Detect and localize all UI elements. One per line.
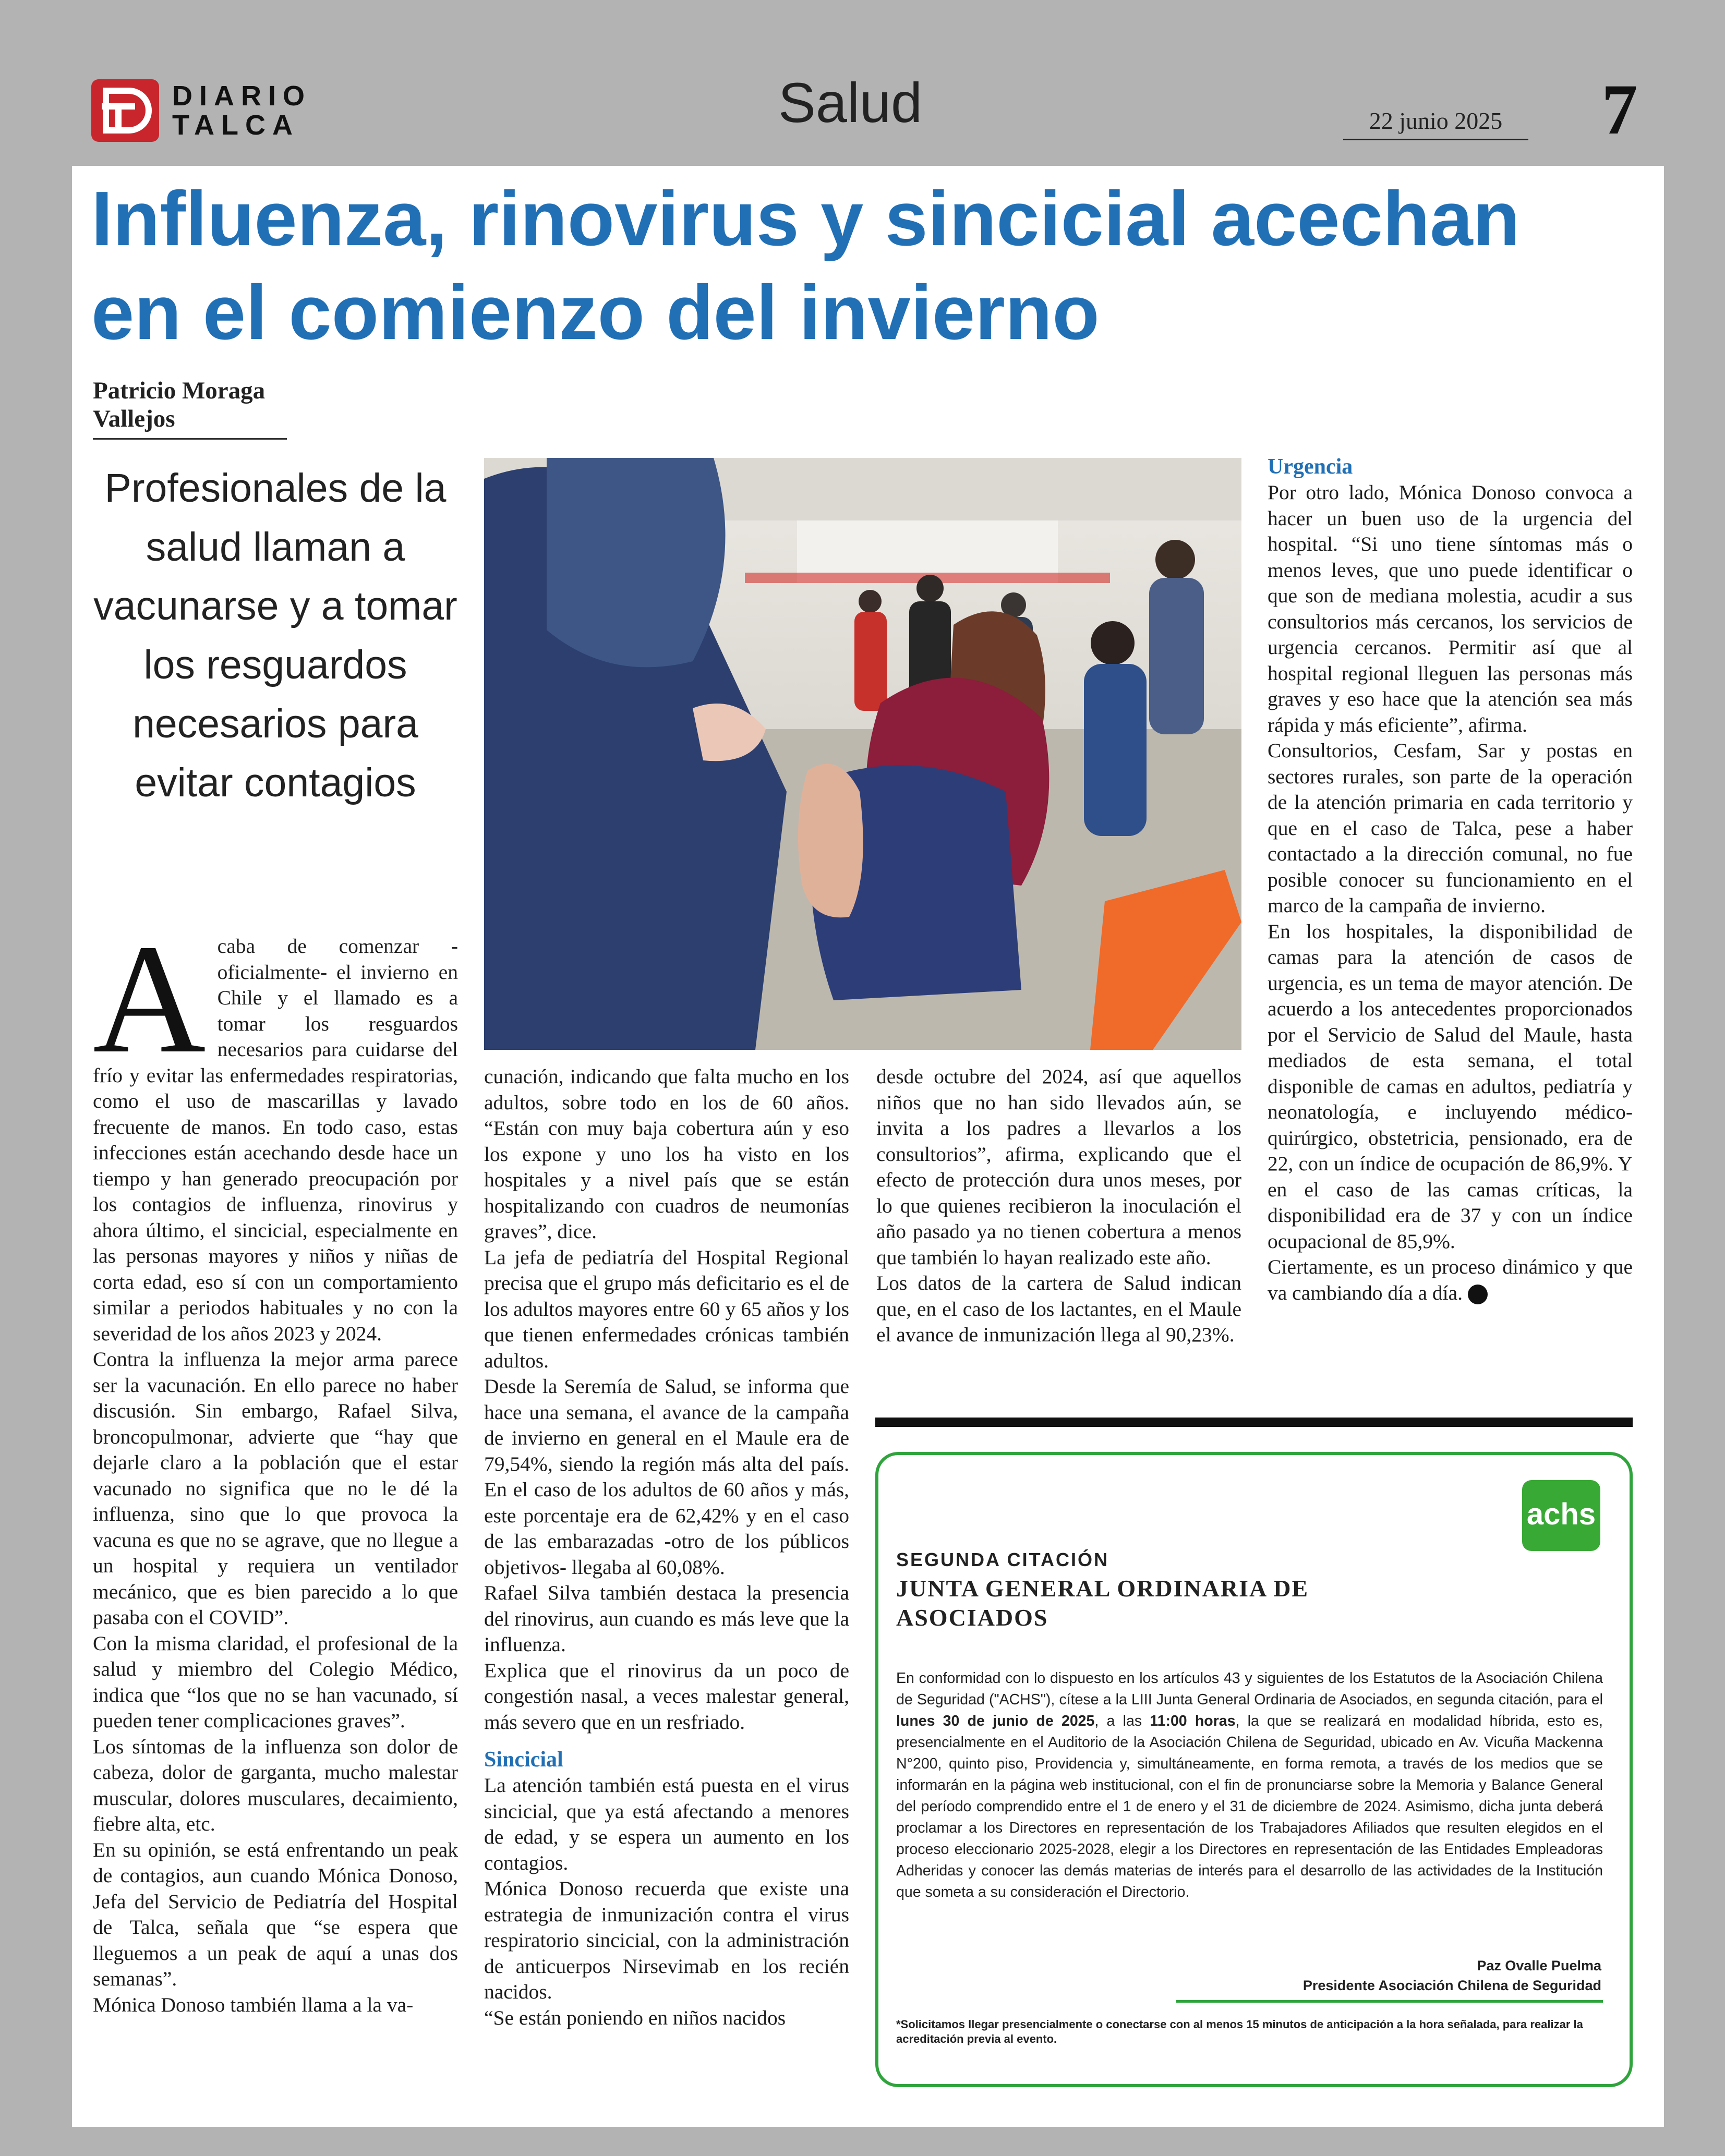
article-paragraph-last (1268, 1254, 1633, 1306)
notice-body-text: , la que se realizará en modalidad híbrida, esto es, presencialmente en el Auditorio de la Asociación Chilena de Seguridad, ubicado en Av. Vicuña Mackenna N°200, quinto piso, Providencia y, simultáneamente, en forma remota, a través de los medios que se informarán en la página web institucional, con el fin de pronunciarse sobre la Memoria y Balance General del período comprendido entre el 1 de enero y el 31 de diciembre de 2024. Asimismo, dicha junta deberá proclamar a los Directores en representación de los Trabajadores Afiliados que resulten elegidos en el proceso eleccionario 2025-2028, elegir a los Directores en representación de las Entidades Empleadoras Adheridas y conocer las demás materias de interés para el desarrollo de las actividades de la Institución que someta a su consideración el Directorio. (896, 1713, 1603, 1900)
logo-word-diario: DIARIO (172, 80, 311, 112)
subheading-urgencia: Urgencia (1268, 455, 1353, 479)
article-paragraph: desde octubre del 2024, así que aquellos niños que no han sido llevados aún, se invita a los padres a llevarlos a los consultorios”, afirma, explicando que el efecto de protección dura unos meses, por lo que quienes recibieron la inoculación el año pasado ya no tienen cobertura a menos que también lo hayan realizado este año. (876, 1065, 1241, 1269)
article-paragraph: Explica que el rinovirus da un poco de congestión nasal, a veces malestar general, más severo que en un resfriado. (484, 1658, 849, 1734)
end-of-article-icon (1468, 1285, 1488, 1304)
notice-footnote: *Solicitamos llegar presencialmente o conectarse con al menos 15 minutos de anticipación a la hora señalada, para realizar la acreditación previa al evento. (896, 2018, 1583, 2045)
article-column-3 (876, 1064, 1241, 1348)
diario-talca-logo[interactable] (91, 78, 310, 143)
notice-time: 11:00 horas (1150, 1713, 1236, 1729)
notice-body-text: , a las (1094, 1713, 1150, 1729)
article-column-2 (484, 1064, 849, 2031)
article-paragraph: En su opinión, se está enfrentando un peak de contagios, aun cuando Mónica Donoso, Jefa del Servicio de Pediatría del Hospital de Talca, señala que “se espera que lleguemos a un peak de aquí a unas dos semanas”. (93, 1838, 458, 1990)
article-paragraph: Los síntomas de la influenza son dolor de cabeza, dolor de garganta, mucho malestar muscular, dolores musculares, decaimiento, fiebre alta, etc. (93, 1735, 458, 1835)
article-paragraph: Por otro lado, Mónica Donoso convoca a hacer un buen uso de la urgencia del hospital. “Si uno tiene síntomas más o menos leves, que uno puede identificar o que son de mediana molestia, acudir a sus consultorios más cercanos, los servicios de urgencia cercanos. Permitir así que al hospital regional lleguen las personas más graves y eso hace que la atención sea más rápida y más eficiente”, afirma. (1268, 481, 1633, 736)
article-byline: Patricio Moraga Vallejos (93, 377, 287, 440)
drop-cap: A (93, 912, 206, 1085)
notice-date: lunes 30 de junio de 2025 (896, 1713, 1095, 1729)
page-number: 7 (1601, 69, 1638, 149)
notice-signature (1200, 1956, 1601, 1995)
article-paragraph: Rafael Silva también destaca la presencia del rinovirus, aun cuando es más leve que la influenza. (484, 1581, 849, 1656)
article-headline: Influenza, rinovirus y sincicial acechan en el comienzo del invierno (91, 176, 1521, 356)
article-paragraph: Mónica Donoso también llama a la va- (93, 1993, 414, 2016)
notice-body-text: En conformidad con lo dispuesto en los artículos 43 y siguientes de los Estatutos de la Asociación Chilena de Seguridad ("ACHS"), cítese a la LIII Junta General Ordinaria de Asociados, en segunda citación, para el (896, 1670, 1603, 1708)
article-paragraph: Consultorios, Cesfam, Sar y postas en sectores rurales, son parte de la operación de la atención primaria en cada territorio y que en el caso de Talca, pese a haber contactado a la dirección comunal, no fue posible conocer su funcionamiento en el marco de la campaña de invierno. (1268, 739, 1633, 917)
section-title: Salud (778, 71, 923, 134)
issue-date: 22 junio 2025 (1343, 107, 1528, 140)
article-paragraph: Los datos de la cartera de Salud indican que, en el caso de los lactantes, en el Maule el avance de inmunización llega al 90,23%. (876, 1271, 1241, 1346)
article-paragraph: “Se están poniendo en niños nacidos (484, 2006, 786, 2029)
subheading-sincicial: Sincicial (484, 1748, 563, 1772)
article-paragraph: Mónica Donoso recuerda que existe una estrategia de inmunización contra el virus respiratorio sincicial, con la administración de anticuerpos Nirsevimab en los recién nacidos. (484, 1877, 849, 2003)
article-paragraph: La jefa de pediatría del Hospital Regional precisa que el grupo más deficitario es el de los adultos mayores entre 60 y 65 años y los que tienen enfermedades crónicas también adultos. (484, 1245, 849, 1372)
logo-word-talca: TALCA (172, 110, 299, 141)
article-closing-text: Ciertamente, es un proceso dinámico y que va cambiando día a día. (1268, 1255, 1633, 1304)
article-paragraph: En los hospitales, la disponibilidad de camas para la atención de casos de urgencia, es un tema de mayor atención. De acuerdo a los antecedentes proporcionados por el Servicio de Salud del Maule, hasta mediados de esta semana, el total disponible de camas en adultos, pediatría y neonatología, e incluyendo médico-quirúrgico, obstetricia, pensionado, era de 22, con un índice de ocupación de 86,9%. Y en el caso de las camas críticas, la disponibilidad era de 37 y con un índice ocupacional de 85,9%. (1268, 919, 1633, 1253)
notice-kicker: SEGUNDA CITACIÓN (896, 1549, 1109, 1570)
notice-rule (1176, 2000, 1603, 2003)
logo-mark-icon (91, 79, 159, 142)
notice-title: JUNTA GENERAL ORDINARIA DE ASOCIADOS (896, 1575, 1309, 1631)
article-paragraph: cunación, indicando que falta mucho en los adultos, sobre todo en los de 60 años. “Están con muy baja cobertura aún y eso los expone y uno los ha visto en los hospitales y a nivel país que se están hospitalizando con cuadros de neumonías graves”, dice. (484, 1065, 849, 1243)
article-paragraph: Desde la Seremía de Salud, se informa que hace una semana, el avance de la campaña de invierno en general en el Maule era de 79,54%, siendo la región más alta del país. En el caso de los adultos de 60 años y más, este porcentaje era de 62,42% y en el caso de las embarazadas -otro de los públicos objetivos- llegaba al 60,08%. (484, 1375, 849, 1579)
article-paragraph: Con la misma claridad, el profesional de la salud y miembro del Colegio Médico, indica que “los que no se han vacunado, sí pueden tener complicaciones graves”. (93, 1631, 458, 1732)
signer-title: Presidente Asociación Chilena de Seguridad (1302, 1978, 1601, 1993)
article-paragraph: La atención también está puesta en el virus sincicial, que ya está afectando a menores de edad, y se espera un aumento en los contagios. (484, 1774, 849, 1874)
ad-divider-bar (875, 1418, 1633, 1427)
article-column-4 (1268, 454, 1633, 1306)
vaccination-photo (484, 458, 1241, 1050)
article-column-1 (93, 912, 458, 2018)
article-paragraph: Contra la influenza la mejor arma parece ser la vacunación. En ello parece no haber discusión. Sin embargo, Rafael Silva, broncopulmonar, advierte que “hay que dejarle claro a la población que el estar vacunado no significa que no le dé la influenza, sino que lo que provoca la vacuna es que no se agrave, que no llegue a un hospital y requiera un ventilador mecánico, que es bien parecido a lo que pasaba con el COVID”. (93, 1348, 458, 1629)
article-subhead: Profesionales de la salud llaman a vacunarse y a tomar los resguardos necesarios para evitar contagios (93, 466, 457, 805)
achs-logo[interactable]: achs (1522, 1480, 1600, 1551)
signer-name: Paz Ovalle Puelma (1477, 1958, 1601, 1973)
notice-body (896, 1668, 1603, 1903)
article-paragraph: caba de comenzar -oficialmente- el invierno en Chile y el llamado es a tomar los resguardos necesarios para cuidarse del frío y evitar las enfermedades respiratorias, como el uso de mascarillas y lavado frecuente de manos. En todo caso, estas infecciones están acechando desde hace un tiempo y han generado preocupación por los contagios de influenza, rinovirus y ahora último, el sincicial, especialmente en las personas mayores y niños y niñas de corta edad, eso sí con un comportamiento similar a periodos habituales y no con la severidad de los años 2023 y 2024. (93, 935, 458, 1345)
